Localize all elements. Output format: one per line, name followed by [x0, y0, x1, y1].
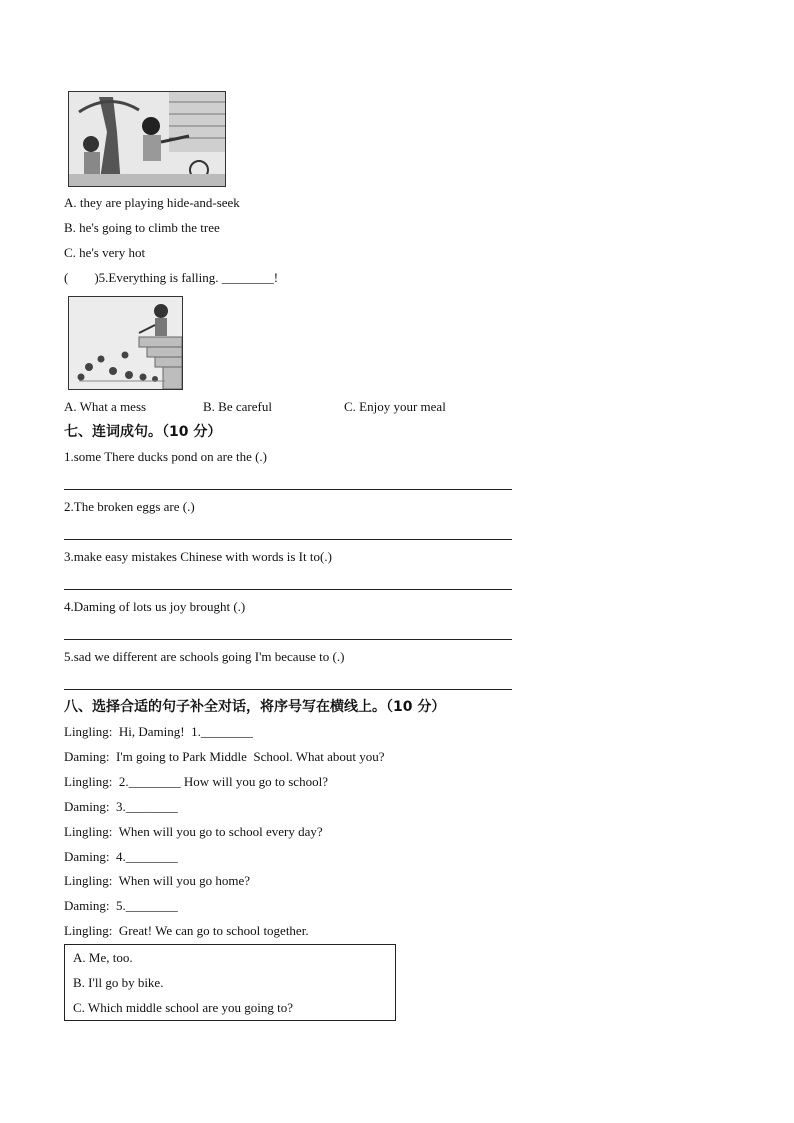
choice-a: A. Me, too. [73, 950, 133, 965]
section-7-heading: 七、连词成句。（10 分） [64, 424, 222, 440]
choice-b: B. I'll go by bike. [73, 975, 164, 990]
falling-fruit-picture [68, 296, 183, 390]
q4-option-b: B. he's going to climb the tree [64, 220, 220, 235]
dialogue-line-6: Daming: 4.________ [64, 849, 178, 864]
hide-and-seek-picture [68, 91, 226, 187]
q4-option-c: C. he's very hot [64, 245, 146, 260]
dialogue-line-5: Lingling: When will you go to school every day? [64, 824, 323, 839]
dialogue-line-3: Lingling: 2.________ How will you go to school? [64, 774, 328, 789]
dialogue-line-2: Daming: I'm going to Park Middle School. What about you? [64, 749, 385, 764]
q5-option-a: A. What a mess [64, 399, 147, 414]
answer-line-3[interactable] [64, 589, 512, 590]
q5-option-c: C. Enjoy your meal [344, 399, 446, 414]
s7-item-5: 5.sad we different are schools going I'm because to (.) [64, 649, 345, 664]
s7-item-3: 3.make easy mistakes Chinese with words is It to(.) [64, 549, 332, 564]
dialogue-line-4: Daming: 3.________ [64, 799, 178, 814]
hide-and-seek-illustration [69, 92, 225, 186]
answer-line-5[interactable] [64, 689, 512, 690]
dialogue-line-1: Lingling: Hi, Daming! 1.________ [64, 724, 253, 739]
q5-option-b: B. Be careful [203, 399, 272, 414]
q4-option-a: A. they are playing hide-and-seek [64, 195, 240, 210]
s7-item-2: 2.The broken eggs are (.) [64, 499, 195, 514]
dialogue-line-9: Lingling: Great! We can go to school together. [64, 923, 309, 938]
s7-item-1: 1.some There ducks pond on are the (.) [64, 449, 268, 464]
s7-item-4: 4.Daming of lots us joy brought (.) [64, 599, 246, 614]
falling-fruit-illustration [69, 297, 182, 389]
choice-c: C. Which middle school are you going to? [73, 1000, 293, 1015]
answer-line-4[interactable] [64, 639, 512, 640]
dialogue-line-8: Daming: 5.________ [64, 898, 178, 913]
dialogue-line-7: Lingling: When will you go home? [64, 873, 251, 888]
q5-stem: ( )5.Everything is falling. ________! [64, 270, 279, 285]
answer-line-2[interactable] [64, 539, 512, 540]
choices-box [64, 944, 396, 1021]
section-8-heading: 八、选择合适的句子补全对话，将序号写在横线上。（10 分） [64, 699, 446, 715]
answer-line-1[interactable] [64, 489, 512, 490]
